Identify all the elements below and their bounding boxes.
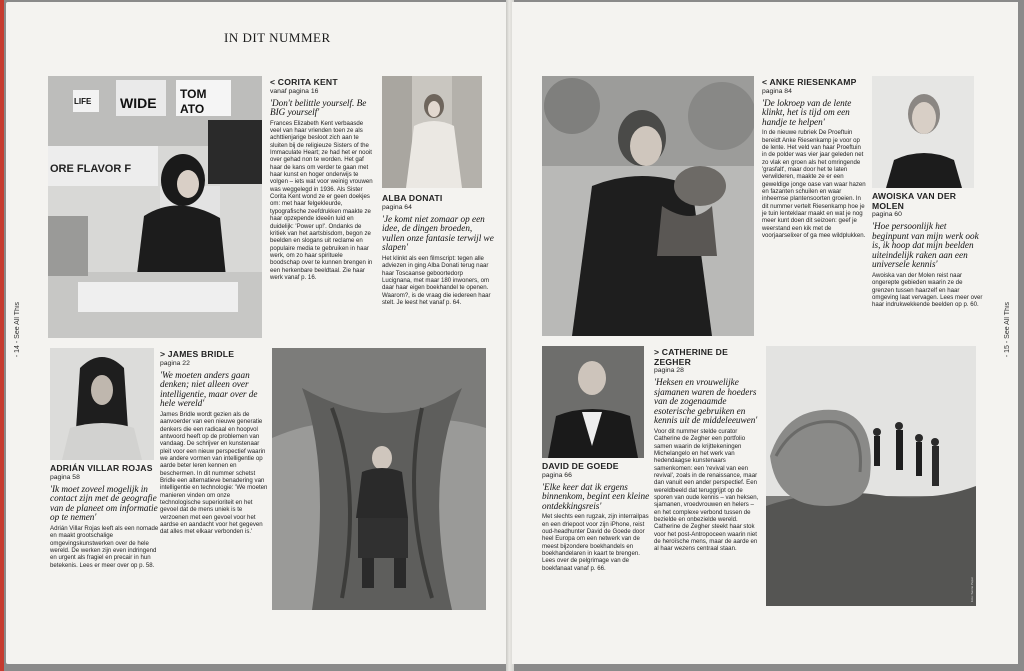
anke-riesenkamp-body: In de nieuwe rubriek De Proeftuin bereidt Anke Riesenkamp je voor op de lente. Het veld van haar Proeftuin in de polder was vier jaar geleden net zo vlak en groen als het omringende 'grasfalt', maar door het te laten verwilderen, maakte ze er een geweldige jonge oase van waar hazen en fazanten schuilen en waar inheemse plantensoorten groeien. In dit nummer vertelt Riesenkamp hoe je je tuin lenteklaar maakt en wat je nog meer kunt doen dit seizoen: geef je weerstand een kik met de voorjaarselixer of ga mee wildplukken. bbox=[762, 129, 866, 240]
page-heading: IN DIT NUMMER bbox=[224, 30, 331, 45]
awoiska-van-der-molen-name: AWOISKA VAN DER MOLEN bbox=[872, 191, 957, 211]
james-bridle-block bbox=[160, 350, 268, 536]
corita-kent-body: Frances Elizabeth Kent verbaasde veel van haar vrienden toen ze als achttienjarige besloot zich aan te sluiten bij de religieuze Sisters of the Immaculate Heart; ze had het er nooit over gehad non te worden. Het gaf haar de kans om verder te gaan met haar kunst en hoger onderwijs te volgen – iets wat voor weinig vrouwen was weggelegd in 1936. Als Sister Corita Kent wond ze er geen doekjes om: met haar felgekleurde, typografische zeefdrukken maakte ze haar opzepende ideeën luid en duidelijk: 'Power up!'. Ondanks de kritiek van het aartsbisdom, begon ze beelden en slogans uit reclame en populaire media te gebruiken in haar werk, om zo haar spirituele boodschap over te kunnen brengen in een herkenbare beeldtaal. Zie haar werk vanaf p. 16. bbox=[270, 119, 373, 281]
awoiska-van-der-molen-page: pagina 60 bbox=[872, 211, 902, 218]
poster-life: LIFE bbox=[74, 97, 92, 106]
page-folio-right: - 15 - See All This bbox=[1004, 302, 1011, 358]
catherine-de-zegher-photo bbox=[766, 346, 976, 606]
poster-ato: ATO bbox=[180, 102, 205, 116]
alba-donati-block bbox=[382, 194, 494, 306]
awoiska-van-der-molen-body: Awoiska van der Molen reist naar ongerepte gebieden waarin ze de grenzen tussen haarzelf en haar omgeving laat vervagen. Lees meer over haar indrukwekkende beelden op p. 60. bbox=[872, 271, 983, 309]
catherine-de-zegher-block bbox=[654, 348, 762, 553]
adrian-villar-rojas-block bbox=[50, 464, 160, 569]
adrian-villar-rojas-page: pagina 58 bbox=[50, 473, 80, 481]
david-de-goede-name: DAVID DE GOEDE bbox=[542, 461, 619, 471]
corita-kent-quote: 'Don't belittle yourself. Be BIG yourself' bbox=[270, 97, 367, 118]
james-bridle-photo bbox=[272, 348, 486, 610]
corita-kent-photo bbox=[48, 76, 262, 338]
poster-tom: TOM bbox=[180, 87, 207, 101]
awoiska-van-der-molen-quote: 'Hoe persoonlijk het beginpunt van mijn werk ook is, ik hoop dat mijn beelden uiteindelijk raken aan een universele kennis' bbox=[872, 221, 979, 270]
corita-kent-block bbox=[270, 78, 374, 281]
anke-riesenkamp-block bbox=[762, 78, 866, 239]
adrian-villar-rojas-photo bbox=[50, 348, 154, 460]
alba-donati-name: ALBA DONATI bbox=[382, 193, 443, 203]
david-de-goede-block bbox=[542, 462, 650, 572]
james-bridle-quote: 'We moeten anders gaan denken; niet alleen over intelligentie, maar over de hele wereld' bbox=[160, 369, 258, 409]
left-page bbox=[6, 2, 508, 664]
catherine-de-zegher-quote: 'Heksen en vrouwelijke sjamanen waren de hoeders van de zogenaamde esoterische gebruiken en kennis uit de middeleeuwen' bbox=[654, 377, 758, 426]
page-edge bbox=[0, 0, 4, 671]
right-page bbox=[512, 2, 1018, 664]
corita-kent-page: vanaf pagina 16 bbox=[270, 87, 319, 95]
catherine-de-zegher-page: pagina 28 bbox=[654, 367, 684, 374]
poster-flavor: ORE FLAVOR F bbox=[50, 163, 132, 175]
corita-kent-name: < CORITA KENT bbox=[270, 77, 338, 87]
anke-riesenkamp-name: < ANKE RIESENKAMP bbox=[762, 77, 857, 87]
james-bridle-body: James Bridle wordt gezien als de aanvoerder van een nieuwe generatie denkers die een radicaal en hoopvol antwoord heeft op de problemen van vandaag. De schrijver en kunstenaar pleit voor een nieuw perspectief waarin we andere vormen van intelligentie op aarde beter leren kennen en beschermen. In dit nummer schetst Bridle een alternatieve benadering van intelligentie en technologie: 'We moeten manieren vinden om onze technologische superioriteit en het gevoel dat de mens uniek is te verzoenen met een gevoel voor het aardse en aandacht voor het gegeven dat alles met elkaar verbonden is.' bbox=[160, 410, 268, 536]
david-de-goede-photo bbox=[542, 346, 644, 458]
catherine-de-zegher-name: > CATHERINE DE ZEGHER bbox=[654, 347, 729, 367]
awoiska-van-der-molen-block bbox=[872, 192, 984, 309]
alba-donati-body: Het klinkt als een filmscript: tegen alle adviezen in ging Alba Donati terug naar haar Toscaanse geboortedorp Lucignana, met maar 180 inwoners, om daar haar eigen boekhandel te openen. Waarom?, is de vraag die iedereen haar stelt. Je leest het vanaf p. 64. bbox=[382, 254, 491, 306]
awoiska-van-der-molen-photo bbox=[872, 76, 974, 188]
james-bridle-page: pagina 22 bbox=[160, 359, 190, 367]
david-de-goede-page: pagina 66 bbox=[542, 471, 572, 479]
david-de-goede-quote: 'Elke keer dat ik ergens binnenkom, begint een kleine ontdekkingsreis' bbox=[542, 481, 650, 511]
anke-riesenkamp-quote: 'De lokroep van de lente klinkt, het is tijd om een handje te helpen' bbox=[762, 97, 852, 127]
poster-wide: WIDE bbox=[120, 95, 157, 111]
adrian-villar-rojas-quote: 'Ik moet zoveel mogelijk in contact zijn met de geografie van de planeet om informatie op te nemen' bbox=[50, 483, 158, 523]
adrian-villar-rojas-name: ADRIÁN VILLAR ROJAS bbox=[50, 463, 153, 473]
james-bridle-name: > JAMES BRIDLE bbox=[160, 349, 235, 359]
david-de-goede-body: Met slechts een rugzak, zijn interrailpas en een driepoot voor zijn iPhone, reist oud-headhunter David de Goede door heel Europa om een netwerk van de meest bijzondere boekhandels en boekhandelaren in kaart te brengen. Lees over de pelgrimage van de boekfanaat vanaf p. 66. bbox=[542, 513, 649, 572]
anke-riesenkamp-photo bbox=[542, 76, 754, 336]
page-folio-left: - 14 - See All This bbox=[14, 302, 21, 358]
anke-riesenkamp-page: pagina 84 bbox=[762, 87, 792, 95]
alba-donati-photo bbox=[382, 76, 482, 188]
catherine-de-zegher-body: Voor dit nummer stelde curator Catherine de Zegher een portfolio samen waarin de krijttekeningen Michelangelo en het werk van hedendaagse kunstenaars samenkomen: een 'revival van een revival', zoals in de renaissance, maar dan vanuit een ander perspectief. Een wereldbeeld dat teruggrijpt op de sporen van oude kennis – van heksen, sjamanen, vroedvrouwen en helers – en het complexe verbond tussen de bezielde en onbezielde wereld. Catherine de Zegher steekt haar stok voor het post-Antropoceen waarin niet de heroïsche mens, maar de aarde en al haar wezens centraal staan. bbox=[654, 427, 759, 553]
alba-donati-quote: 'Je komt niet zomaar op een idee, de dingen broeden, vullen onze fantasie terwijl we slapen' bbox=[382, 213, 494, 253]
photo-credit: Foto: Sanne Peper bbox=[970, 576, 974, 602]
alba-donati-page: pagina 64 bbox=[382, 203, 412, 211]
adrian-villar-rojas-body: Adrián Villar Rojas leeft als een nomade en maakt grootschalige omgevingskunstwerken over de hele wereld. De werken zijn even indringend en urgent als fragiel en precair in hun betekenis. Lees er meer over op p. 58. bbox=[50, 524, 159, 569]
